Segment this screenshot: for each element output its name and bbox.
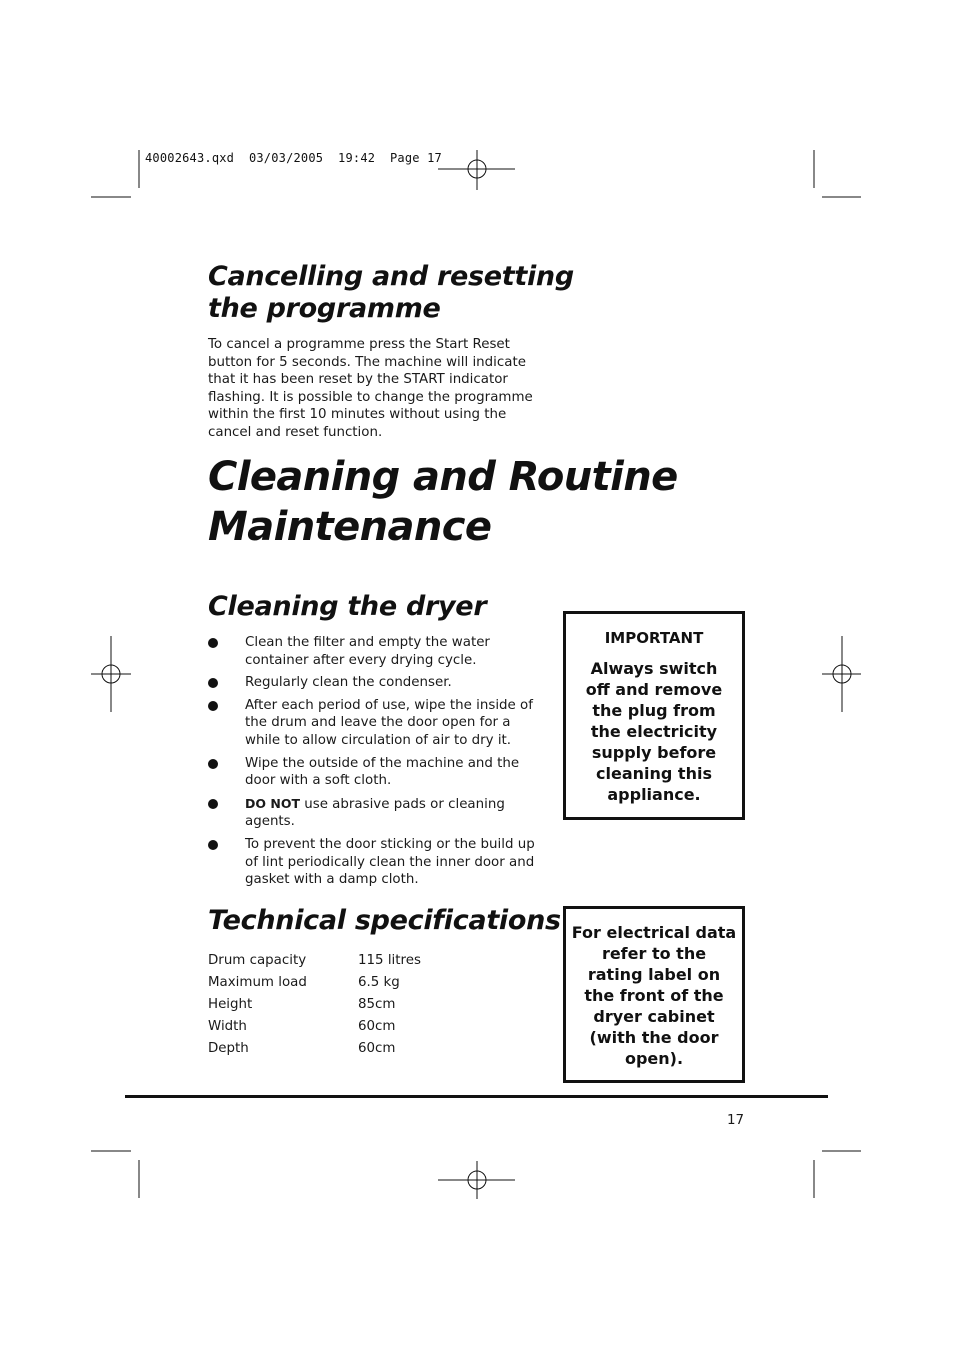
cancel-heading-line: the programme	[208, 293, 441, 324]
table-row	[208, 950, 421, 972]
bullet-line: Regularly clean the condenser.	[245, 675, 452, 691]
bullet-item	[208, 697, 548, 750]
box-line: the front of the	[584, 986, 724, 1005]
spec-label: Height	[208, 997, 253, 1012]
warning-line: off and remove	[585, 680, 723, 699]
table-row	[208, 1038, 421, 1060]
page-title	[208, 452, 678, 552]
bullet-icon	[208, 701, 218, 711]
box-line: refer to the	[601, 944, 707, 963]
bullet-icon	[208, 759, 218, 769]
cancel-paragraph	[208, 336, 548, 442]
bullet-line: To prevent the door sticking or the build up	[245, 836, 535, 852]
footer-rule	[125, 1095, 828, 1098]
box-line: open).	[624, 1049, 684, 1068]
warning-line: cleaning this	[596, 764, 712, 783]
warning-line: supply before	[591, 743, 717, 762]
spec-label: Width	[208, 1019, 247, 1034]
paragraph-line: To cancel a programme press the Start Reset	[208, 337, 510, 352]
spec-value: 60cm	[358, 1041, 396, 1056]
warning-line: the plug from	[592, 701, 716, 720]
cleaning-heading: Cleaning the dryer	[208, 591, 487, 622]
bullet-item	[208, 674, 548, 692]
paragraph-line: button for 5 seconds. The machine will indicate	[208, 354, 526, 370]
specs-table	[208, 950, 421, 1060]
box-line: For electrical data	[571, 923, 737, 942]
important-message	[566, 658, 742, 805]
bullet-item	[208, 795, 548, 831]
spec-value: 60cm	[358, 1019, 396, 1034]
important-warning-box	[563, 611, 745, 820]
bullet-item	[208, 836, 548, 889]
bullet-line: the drum and leave the door open for a	[245, 715, 511, 731]
table-row	[208, 1016, 421, 1038]
electrical-message	[566, 922, 742, 1069]
specs-heading: Technical specifications	[208, 905, 561, 936]
cancel-heading	[208, 261, 574, 325]
bullet-line: container after every drying cycle.	[245, 652, 477, 668]
important-label: IMPORTANT	[604, 629, 704, 647]
warning-line: the electricity	[590, 722, 718, 741]
file-slug: 40002643.qxd 03/03/2005 19:42 Page 17	[145, 151, 442, 165]
bullet-line: of lint periodically clean the inner door and	[245, 854, 535, 870]
cancel-heading-line: Cancelling and resetting	[208, 261, 574, 292]
paragraph-line: that it has been reset by the START indicator	[208, 372, 508, 388]
bullet-line-rest: use abrasive pads or cleaning	[299, 796, 505, 812]
bullet-item	[208, 634, 548, 669]
bullet-icon	[208, 799, 218, 809]
box-line: dryer cabinet	[593, 1007, 715, 1026]
bullet-item	[208, 755, 548, 790]
warning-line: Always switch	[590, 659, 718, 678]
bullet-line: After each period of use, wipe the inside of	[245, 697, 533, 713]
table-row	[208, 972, 421, 994]
spec-value: 115 litres	[358, 953, 421, 968]
do-not-emphasis: DO NOT	[245, 795, 300, 811]
bullet-line: Wipe the outside of the machine and the	[245, 755, 520, 771]
spec-label: Drum capacity	[208, 953, 307, 968]
page-title-line: Cleaning and Routine	[208, 454, 678, 500]
paragraph-line: within the first 10 minutes without using the	[208, 407, 507, 423]
bullet-line: Clean the filter and empty the water	[245, 635, 490, 650]
page-number: 17	[727, 1113, 745, 1128]
page-title-line: Maintenance	[208, 504, 492, 550]
paragraph-line: cancel and reset function.	[208, 424, 383, 440]
table-row	[208, 994, 421, 1016]
bullet-line: while to allow circulation of air to dry it.	[245, 732, 512, 748]
spec-label: Depth	[208, 1041, 249, 1056]
bullet-icon	[208, 678, 218, 688]
box-line: rating label on	[587, 965, 721, 984]
bullet-icon	[208, 840, 218, 850]
bullet-line: agents.	[245, 814, 295, 830]
bullet-line	[245, 795, 548, 814]
spec-value: 85cm	[358, 997, 396, 1012]
box-line: (with the door	[589, 1028, 719, 1047]
spec-label: Maximum load	[208, 975, 307, 990]
bullet-line: door with a soft cloth.	[245, 773, 392, 789]
electrical-data-box	[563, 906, 745, 1083]
bullet-line: gasket with a damp cloth.	[245, 872, 419, 888]
paragraph-line: flashing. It is possible to change the programme	[208, 389, 533, 405]
cleaning-bullet-list	[208, 634, 548, 894]
bullet-icon	[208, 638, 218, 648]
warning-line: appliance.	[607, 785, 701, 804]
spec-value: 6.5 kg	[358, 975, 400, 990]
